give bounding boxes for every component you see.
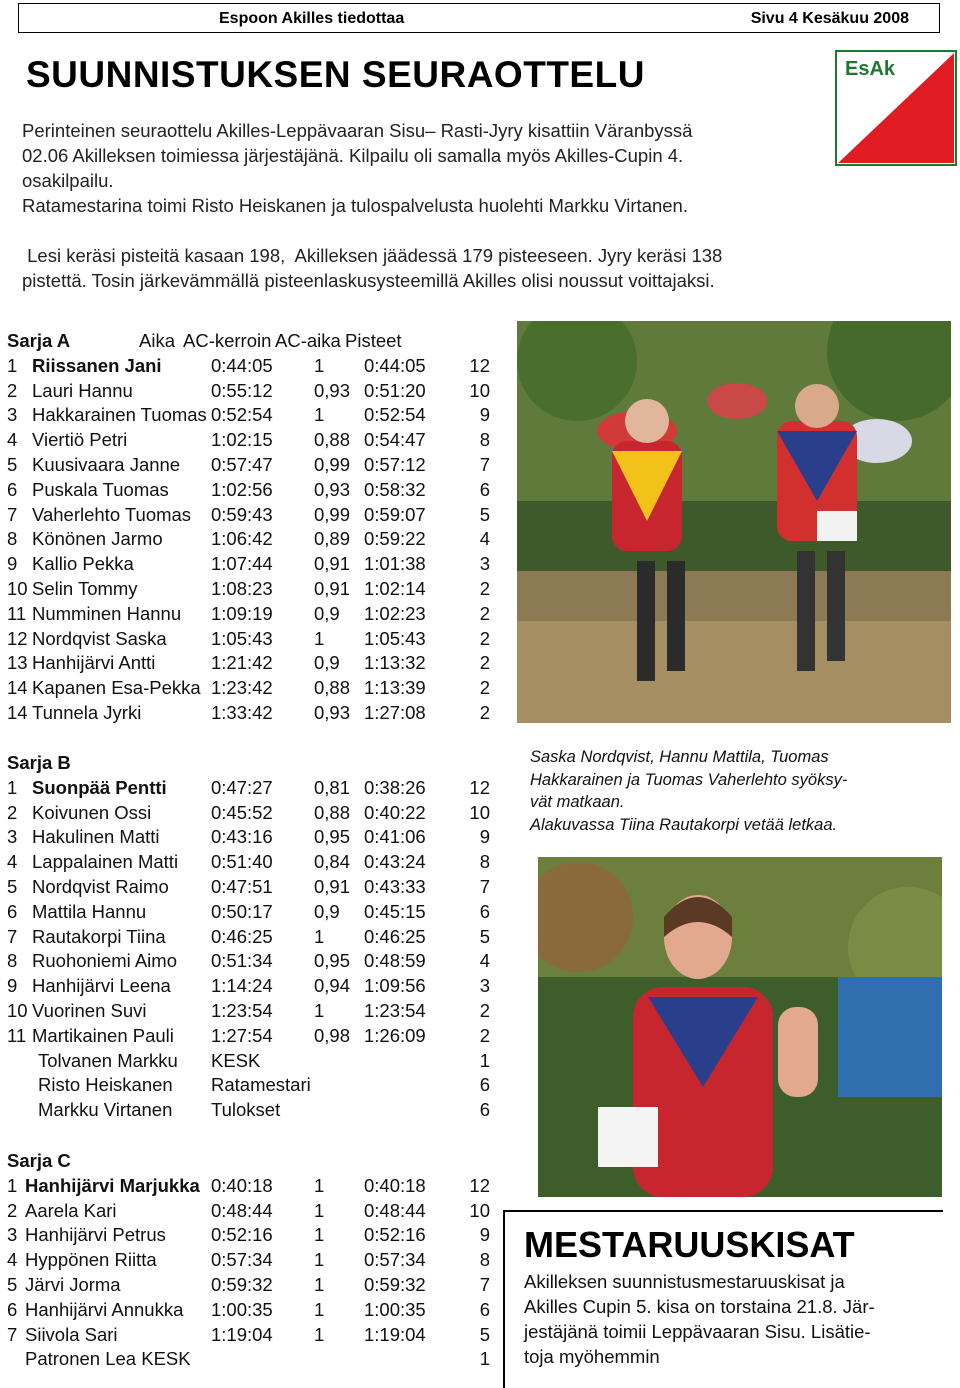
result-points: 12 bbox=[469, 354, 490, 376]
result-adjusted-time: 0:54:47 bbox=[364, 429, 426, 451]
result-position: 5 bbox=[7, 453, 18, 475]
logo-text: EsAk bbox=[845, 58, 896, 80]
result-row bbox=[7, 479, 507, 504]
result-points: 4 bbox=[479, 528, 490, 550]
result-name: Kapanen Esa-Pekka bbox=[32, 677, 201, 699]
result-name: Hanhijärvi Petrus bbox=[25, 1224, 166, 1246]
result-coefficient: 0,91 bbox=[314, 553, 351, 575]
result-row bbox=[7, 1175, 507, 1200]
result-coefficient: 0,98 bbox=[314, 1024, 351, 1046]
result-time: 0:50:17 bbox=[211, 900, 273, 922]
result-adjusted-time: 1:19:04 bbox=[364, 1323, 426, 1345]
result-coefficient: 1 bbox=[314, 627, 325, 649]
result-row bbox=[7, 926, 507, 951]
result-coefficient: 0,88 bbox=[314, 677, 351, 699]
sarja-c-rows bbox=[7, 1175, 507, 1349]
result-row bbox=[7, 1000, 507, 1025]
mestaruuskisat-line: Akilleksen suunnistusmestaruuskisat ja bbox=[524, 1271, 845, 1292]
result-time: 0:51:34 bbox=[211, 950, 273, 972]
result-row bbox=[7, 528, 507, 553]
box-border-left bbox=[503, 1210, 505, 1388]
box-border-top bbox=[503, 1210, 943, 1212]
result-row bbox=[7, 1299, 507, 1324]
result-time: 0:45:52 bbox=[211, 801, 273, 823]
result-time: 1:27:54 bbox=[211, 1024, 273, 1046]
result-adjusted-time: 0:59:07 bbox=[364, 503, 426, 525]
result-time: 1:02:56 bbox=[211, 478, 273, 500]
result-position: 4 bbox=[7, 1249, 18, 1271]
result-position: 1 bbox=[7, 1174, 18, 1196]
extra-row bbox=[7, 1074, 507, 1099]
result-row bbox=[7, 504, 507, 529]
result-adjusted-time: 0:57:12 bbox=[364, 453, 426, 475]
intro-line: Ratamestarina toimi Risto Heiskanen ja tulospalvelusta huolehti Markku Virtanen. bbox=[22, 195, 688, 216]
result-name: Vaherlehto Tuomas bbox=[32, 503, 192, 525]
result-time: 1:33:42 bbox=[211, 701, 273, 723]
result-adjusted-time: 1:26:09 bbox=[364, 1024, 426, 1046]
result-row bbox=[7, 652, 507, 677]
result-coefficient: 0,88 bbox=[314, 801, 351, 823]
sarja-b-rows bbox=[7, 777, 507, 1050]
result-row bbox=[7, 603, 507, 628]
result-name: Koivunen Ossi bbox=[32, 801, 152, 823]
result-points: 3 bbox=[479, 553, 490, 575]
result-name: Hanhijärvi Antti bbox=[32, 652, 156, 674]
result-position: 11 bbox=[7, 1024, 27, 1046]
result-adjusted-time: 0:40:18 bbox=[364, 1174, 426, 1196]
result-position: 7 bbox=[7, 1323, 18, 1345]
result-coefficient: 1 bbox=[314, 1174, 325, 1196]
result-name: Hakkarainen Tuomas bbox=[32, 404, 207, 426]
result-coefficient: 0,9 bbox=[314, 900, 340, 922]
result-position: 10 bbox=[7, 577, 28, 599]
result-position: 1 bbox=[7, 776, 18, 798]
result-position: 14 bbox=[7, 677, 28, 699]
result-coefficient: 0,93 bbox=[314, 379, 351, 401]
result-coefficient: 0,84 bbox=[314, 851, 351, 873]
result-position: 9 bbox=[7, 975, 18, 997]
result-coefficient: 0,9 bbox=[314, 602, 340, 624]
result-points: 7 bbox=[479, 453, 490, 475]
result-row bbox=[7, 876, 507, 901]
extra-name: Patronen Lea KESK bbox=[25, 1348, 191, 1370]
result-name: Nordqvist Saska bbox=[32, 627, 167, 649]
result-adjusted-time: 0:59:22 bbox=[364, 528, 426, 550]
result-adjusted-time: 0:52:54 bbox=[364, 404, 426, 426]
result-time: 1:09:19 bbox=[211, 602, 273, 624]
result-adjusted-time: 0:51:20 bbox=[364, 379, 426, 401]
result-time: 0:47:51 bbox=[211, 875, 273, 897]
result-adjusted-time: 1:13:32 bbox=[364, 652, 426, 674]
result-adjusted-time: 0:59:32 bbox=[364, 1273, 426, 1295]
page-info: Sivu 4 Kesäkuu 2008 bbox=[750, 10, 909, 27]
result-time: 0:55:12 bbox=[211, 379, 273, 401]
extra-row bbox=[7, 1050, 507, 1075]
result-name: Martikainen Pauli bbox=[32, 1024, 174, 1046]
sarja-a-header-row bbox=[7, 330, 507, 355]
result-name: Selin Tommy bbox=[32, 577, 138, 599]
result-position: 9 bbox=[7, 553, 18, 575]
result-time: 1:19:04 bbox=[211, 1323, 273, 1345]
result-name: Könönen Jarmo bbox=[32, 528, 163, 550]
result-time: 1:07:44 bbox=[211, 553, 273, 575]
result-coefficient: 1 bbox=[314, 925, 325, 947]
result-coefficient: 1 bbox=[314, 1323, 325, 1345]
result-coefficient: 0,81 bbox=[314, 776, 351, 798]
result-name: Kallio Pekka bbox=[32, 553, 134, 575]
result-coefficient: 1 bbox=[314, 999, 325, 1021]
result-points: 2 bbox=[479, 577, 490, 599]
result-row bbox=[7, 702, 507, 727]
result-name: Suonpää Pentti bbox=[32, 776, 167, 798]
sarja-a-label: Sarja A bbox=[7, 330, 71, 351]
sarja-a-rows bbox=[7, 355, 507, 727]
result-position: 6 bbox=[7, 478, 18, 500]
result-points: 9 bbox=[479, 404, 490, 426]
photo-caption bbox=[530, 746, 920, 836]
sarja-b-extra-rows bbox=[7, 1050, 507, 1124]
result-coefficient: 0,93 bbox=[314, 478, 351, 500]
result-row bbox=[7, 1200, 507, 1225]
sarja-b-label: Sarja B bbox=[7, 752, 71, 773]
extra-name: Tolvanen Markku bbox=[38, 1049, 178, 1071]
result-adjusted-time: 0:43:24 bbox=[364, 851, 426, 873]
result-position: 6 bbox=[7, 900, 18, 922]
column-header-coefficient: AC-kerroin bbox=[183, 330, 272, 351]
result-adjusted-time: 0:48:44 bbox=[364, 1199, 426, 1221]
result-name: Viertiö Petri bbox=[32, 429, 128, 451]
result-position: 3 bbox=[7, 1224, 18, 1246]
result-position: 2 bbox=[7, 379, 18, 401]
result-row bbox=[7, 1274, 507, 1299]
sarja-c-extra-rows bbox=[7, 1348, 507, 1373]
result-points: 2 bbox=[479, 652, 490, 674]
result-adjusted-time: 0:44:05 bbox=[364, 354, 426, 376]
result-coefficient: 1 bbox=[314, 1224, 325, 1246]
extra-row bbox=[7, 1348, 507, 1373]
intro-line: osakilpailu. bbox=[22, 170, 114, 191]
result-time: 1:21:42 bbox=[211, 652, 273, 674]
result-coefficient: 1 bbox=[314, 1298, 325, 1320]
result-adjusted-time: 1:09:56 bbox=[364, 975, 426, 997]
result-time: 1:08:23 bbox=[211, 577, 273, 599]
result-row bbox=[7, 578, 507, 603]
result-points: 9 bbox=[479, 826, 490, 848]
result-name: Riissanen Jani bbox=[32, 354, 162, 376]
result-coefficient: 0,95 bbox=[314, 826, 351, 848]
result-row bbox=[7, 1025, 507, 1050]
sarja-c-header-row bbox=[7, 1150, 507, 1175]
result-coefficient: 0,88 bbox=[314, 429, 351, 451]
result-points: 12 bbox=[469, 1174, 490, 1196]
result-row bbox=[7, 380, 507, 405]
result-position: 7 bbox=[7, 925, 18, 947]
result-time: 0:59:43 bbox=[211, 503, 273, 525]
result-time: 0:52:16 bbox=[211, 1224, 273, 1246]
result-time: 0:44:05 bbox=[211, 354, 273, 376]
result-coefficient: 0,89 bbox=[314, 528, 351, 550]
mestaruuskisat-text bbox=[524, 1269, 924, 1369]
result-position: 8 bbox=[7, 950, 18, 972]
result-points: 6 bbox=[479, 900, 490, 922]
extra-note: KESK bbox=[211, 1049, 261, 1071]
column-header-time: Aika bbox=[139, 330, 175, 351]
extra-row bbox=[7, 1099, 507, 1124]
result-row bbox=[7, 975, 507, 1000]
result-row bbox=[7, 355, 507, 380]
result-points: 10 bbox=[469, 1199, 490, 1221]
result-points: 2 bbox=[479, 677, 490, 699]
result-coefficient: 0,91 bbox=[314, 577, 351, 599]
esak-logo bbox=[835, 50, 957, 166]
extra-name: Risto Heiskanen bbox=[38, 1074, 173, 1096]
result-adjusted-time: 0:41:06 bbox=[364, 826, 426, 848]
result-time: 1:05:43 bbox=[211, 627, 273, 649]
column-header-points: Pisteet bbox=[345, 330, 402, 351]
result-points: 2 bbox=[479, 1024, 490, 1046]
result-position: 4 bbox=[7, 429, 18, 451]
result-name: Vuorinen Suvi bbox=[32, 999, 147, 1021]
article-title: SUUNNISTUKSEN SEURAOTTELU bbox=[26, 54, 645, 95]
article-intro bbox=[22, 118, 822, 218]
result-points: 8 bbox=[479, 429, 490, 451]
result-time: 0:40:18 bbox=[211, 1174, 273, 1196]
result-adjusted-time: 1:00:35 bbox=[364, 1298, 426, 1320]
result-adjusted-time: 0:57:34 bbox=[364, 1249, 426, 1271]
result-coefficient: 0,99 bbox=[314, 503, 351, 525]
result-coefficient: 0,93 bbox=[314, 701, 351, 723]
result-position: 3 bbox=[7, 404, 18, 426]
result-time: 0:57:47 bbox=[211, 453, 273, 475]
result-points: 3 bbox=[479, 975, 490, 997]
result-adjusted-time: 0:52:16 bbox=[364, 1224, 426, 1246]
publication-name: Espoon Akilles tiedottaa bbox=[219, 10, 405, 27]
result-points: 2 bbox=[479, 701, 490, 723]
result-position: 4 bbox=[7, 851, 18, 873]
result-coefficient: 1 bbox=[314, 1249, 325, 1271]
result-time: 1:23:42 bbox=[211, 677, 273, 699]
runner-photo bbox=[538, 857, 942, 1197]
caption-line: Hakkarainen ja Tuomas Vaherlehto syöksy- bbox=[530, 770, 848, 789]
result-time: 0:57:34 bbox=[211, 1249, 273, 1271]
result-position: 5 bbox=[7, 875, 18, 897]
results-sarja-c bbox=[7, 1150, 507, 1373]
caption-line: Alakuvassa Tiina Rautakorpi vetää letkaa. bbox=[530, 815, 838, 834]
results-sarja-b bbox=[7, 752, 507, 1124]
result-name: Lauri Hannu bbox=[32, 379, 133, 401]
result-position: 1 bbox=[7, 354, 18, 376]
result-position: 11 bbox=[7, 602, 27, 624]
result-row bbox=[7, 429, 507, 454]
result-points: 10 bbox=[469, 801, 490, 823]
result-adjusted-time: 1:23:54 bbox=[364, 999, 426, 1021]
result-position: 2 bbox=[7, 1199, 18, 1221]
result-adjusted-time: 1:01:38 bbox=[364, 553, 426, 575]
result-row bbox=[7, 826, 507, 851]
result-row bbox=[7, 950, 507, 975]
result-row bbox=[7, 677, 507, 702]
points-line: pistettä. Tosin järkevämmällä pisteenlaskusysteemillä Akilles olisi noussut voittajaksi. bbox=[22, 270, 715, 291]
result-points: 2 bbox=[479, 602, 490, 624]
result-points: 8 bbox=[479, 851, 490, 873]
result-coefficient: 1 bbox=[314, 1273, 325, 1295]
extra-note: Ratamestari bbox=[211, 1074, 311, 1096]
result-position: 5 bbox=[7, 1273, 18, 1295]
result-time: 1:00:35 bbox=[211, 1298, 273, 1320]
result-adjusted-time: 0:45:15 bbox=[364, 900, 426, 922]
result-coefficient: 0,9 bbox=[314, 652, 340, 674]
result-points: 5 bbox=[479, 925, 490, 947]
result-time: 0:46:25 bbox=[211, 925, 273, 947]
result-name: Nordqvist Raimo bbox=[32, 875, 169, 897]
result-time: 1:06:42 bbox=[211, 528, 273, 550]
extra-points: 6 bbox=[479, 1099, 490, 1121]
sarja-c-label: Sarja C bbox=[7, 1150, 71, 1171]
result-time: 0:47:27 bbox=[211, 776, 273, 798]
result-time: 0:48:44 bbox=[211, 1199, 273, 1221]
result-position: 8 bbox=[7, 528, 18, 550]
caption-line: Saska Nordqvist, Hannu Mattila, Tuomas bbox=[530, 748, 829, 766]
result-position: 13 bbox=[7, 652, 28, 674]
result-row bbox=[7, 1324, 507, 1349]
result-name: Järvi Jorma bbox=[25, 1273, 121, 1295]
result-position: 12 bbox=[7, 627, 28, 649]
result-name: Ruohoniemi Aimo bbox=[32, 950, 177, 972]
result-row bbox=[7, 553, 507, 578]
result-name: Lappalainen Matti bbox=[32, 851, 179, 873]
result-name: Mattila Hannu bbox=[32, 900, 147, 922]
result-coefficient: 1 bbox=[314, 404, 325, 426]
result-points: 7 bbox=[479, 1273, 490, 1295]
result-adjusted-time: 0:48:59 bbox=[364, 950, 426, 972]
result-points: 5 bbox=[479, 1323, 490, 1345]
result-coefficient: 0,94 bbox=[314, 975, 351, 997]
result-row bbox=[7, 454, 507, 479]
extra-points: 6 bbox=[479, 1074, 490, 1096]
result-name: Tunnela Jyrki bbox=[32, 701, 142, 723]
result-row bbox=[7, 628, 507, 653]
result-time: 1:02:15 bbox=[211, 429, 273, 451]
result-row bbox=[7, 901, 507, 926]
mestaruuskisat-line: jestäjänä toimii Leppävaaran Sisu. Lisätie- bbox=[524, 1321, 871, 1342]
result-points: 6 bbox=[479, 1298, 490, 1320]
extra-name: Markku Virtanen bbox=[38, 1099, 173, 1121]
result-coefficient: 0,99 bbox=[314, 453, 351, 475]
result-points: 12 bbox=[469, 776, 490, 798]
result-time: 0:43:16 bbox=[211, 826, 273, 848]
result-name: Puskala Tuomas bbox=[32, 478, 169, 500]
mestaruuskisat-line: Akilles Cupin 5. kisa on torstaina 21.8. Jär- bbox=[524, 1296, 875, 1317]
race-start-photo bbox=[517, 321, 951, 723]
result-time: 0:59:32 bbox=[211, 1273, 273, 1295]
result-adjusted-time: 0:58:32 bbox=[364, 478, 426, 500]
result-coefficient: 0,91 bbox=[314, 875, 351, 897]
result-coefficient: 0,95 bbox=[314, 950, 351, 972]
result-points: 10 bbox=[469, 379, 490, 401]
result-position: 3 bbox=[7, 826, 18, 848]
result-points: 4 bbox=[479, 950, 490, 972]
extra-note: Tulokset bbox=[211, 1099, 281, 1121]
page-header bbox=[18, 3, 940, 33]
result-points: 5 bbox=[479, 503, 490, 525]
column-header-adjusted-time: AC-aika bbox=[275, 330, 341, 351]
result-adjusted-time: 1:13:39 bbox=[364, 677, 426, 699]
result-name: Kuusivaara Janne bbox=[32, 453, 181, 475]
result-adjusted-time: 0:38:26 bbox=[364, 776, 426, 798]
result-row bbox=[7, 1249, 507, 1274]
result-coefficient: 1 bbox=[314, 1199, 325, 1221]
result-time: 1:23:54 bbox=[211, 999, 273, 1021]
result-points: 8 bbox=[479, 1249, 490, 1271]
intro-line: 02.06 Akilleksen toimiessa järjestäjänä. Kilpailu oli samalla myös Akilles-Cupin 4. bbox=[22, 145, 684, 166]
result-time: 0:52:54 bbox=[211, 404, 273, 426]
result-adjusted-time: 1:05:43 bbox=[364, 627, 426, 649]
result-adjusted-time: 1:02:14 bbox=[364, 577, 426, 599]
result-adjusted-time: 1:02:23 bbox=[364, 602, 426, 624]
result-name: Hanhijärvi Marjukka bbox=[25, 1174, 200, 1196]
result-points: 6 bbox=[479, 478, 490, 500]
result-adjusted-time: 0:40:22 bbox=[364, 801, 426, 823]
result-time: 0:51:40 bbox=[211, 851, 273, 873]
result-row bbox=[7, 404, 507, 429]
caption-line: vät matkaan. bbox=[530, 793, 625, 811]
result-adjusted-time: 0:43:33 bbox=[364, 875, 426, 897]
result-row bbox=[7, 1224, 507, 1249]
result-name: Hyppönen Riitta bbox=[25, 1249, 157, 1271]
result-points: 9 bbox=[479, 1224, 490, 1246]
intro-line: Perinteinen seuraottelu Akilles-Leppävaaran Sisu– Rasti-Jyry kisattiin Väranbyssä bbox=[22, 120, 693, 141]
result-row bbox=[7, 851, 507, 876]
result-name: Aarela Kari bbox=[25, 1199, 117, 1221]
result-position: 10 bbox=[7, 999, 28, 1021]
points-line: Lesi keräsi pisteitä kasaan 198, Akilleksen jäädessä 179 pisteeseen. Jyry keräsi 138 bbox=[22, 245, 723, 266]
extra-points: 1 bbox=[479, 1049, 490, 1071]
result-time: 1:14:24 bbox=[211, 975, 273, 997]
result-name: Numminen Hannu bbox=[32, 602, 182, 624]
result-points: 7 bbox=[479, 875, 490, 897]
article-points-summary bbox=[22, 243, 882, 293]
result-position: 7 bbox=[7, 503, 18, 525]
result-adjusted-time: 0:46:25 bbox=[364, 925, 426, 947]
result-position: 6 bbox=[7, 1298, 18, 1320]
mestaruuskisat-title: MESTARUUSKISAT bbox=[524, 1224, 855, 1265]
result-position: 2 bbox=[7, 801, 18, 823]
result-adjusted-time: 1:27:08 bbox=[364, 701, 426, 723]
result-name: Hakulinen Matti bbox=[32, 826, 160, 848]
result-points: 2 bbox=[479, 627, 490, 649]
sarja-b-header-row bbox=[7, 752, 507, 777]
mestaruuskisat-line: toja myöhemmin bbox=[524, 1346, 660, 1367]
results-sarja-a bbox=[7, 330, 507, 727]
result-row bbox=[7, 802, 507, 827]
result-name: Rautakorpi Tiina bbox=[32, 925, 166, 947]
result-row bbox=[7, 777, 507, 802]
extra-points: 1 bbox=[479, 1348, 490, 1370]
result-points: 2 bbox=[479, 999, 490, 1021]
result-position: 14 bbox=[7, 701, 28, 723]
result-name: Hanhijärvi Leena bbox=[32, 975, 171, 997]
result-name: Siivola Sari bbox=[25, 1323, 118, 1345]
result-name: Hanhijärvi Annukka bbox=[25, 1298, 184, 1320]
result-coefficient: 1 bbox=[314, 354, 325, 376]
